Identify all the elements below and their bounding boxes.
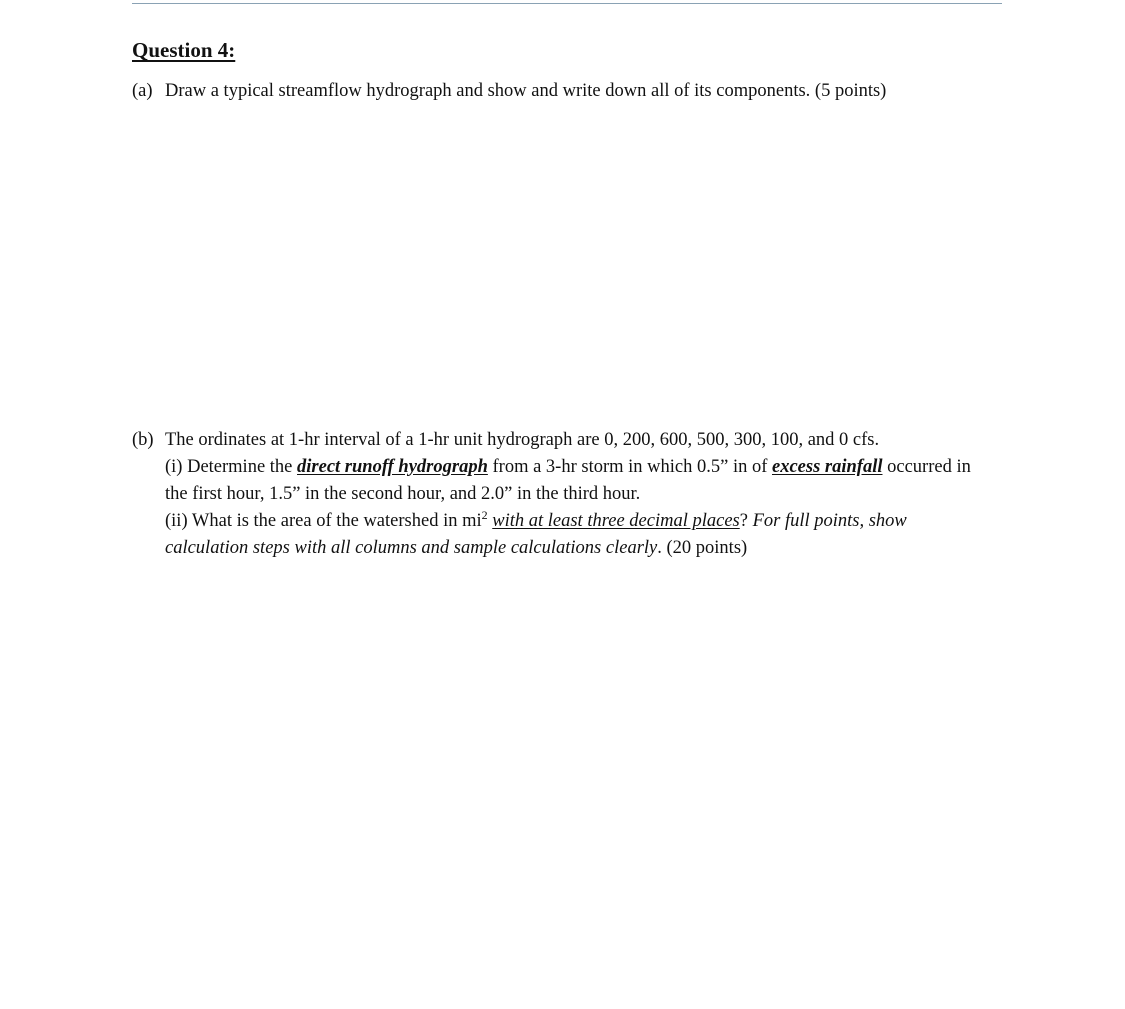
part-b-intro-text: The ordinates at 1-hr interval of a 1-hr unit hydrograph are 0, 200, 600, 500, 300, 100, and 0 cfs. — [165, 430, 880, 450]
part-b-intro — [132, 427, 879, 454]
part-b-ii-line2 — [165, 535, 747, 562]
part-b-label: (b) — [132, 430, 154, 450]
top-divider — [132, 3, 1002, 4]
points-label: . (20 points) — [657, 538, 748, 558]
three-decimal-places-emphasis: with at least three decimal places — [492, 511, 740, 531]
part-b-ii-question-mark: ? — [739, 511, 753, 531]
question-title: Question 4: — [132, 38, 236, 62]
part-a — [132, 78, 886, 105]
excess-rainfall-emphasis: excess rainfall — [772, 457, 883, 477]
direct-runoff-hydrograph-emphasis: direct runoff hydrograph — [297, 457, 488, 477]
part-b-i-prefix: (i) Determine the — [165, 457, 298, 477]
part-a-label: (a) — [132, 81, 153, 101]
part-b-i-line2: the first hour, 1.5” in the second hour, and 2.0” in the third hour. — [165, 484, 641, 504]
part-b-ii-prefix: (ii) What is the area of the watershed in mi — [165, 511, 482, 531]
part-b-i-line1 — [165, 454, 971, 481]
part-b-i-suffix: occurred in — [882, 457, 971, 477]
full-points-italic: For full points, show — [752, 511, 907, 531]
calculation-steps-italic: calculation steps with all columns and sample calculations clearly — [165, 538, 658, 558]
part-b-ii-line1 — [165, 508, 907, 535]
part-b-i-mid: from a 3-hr storm in which 0.5” in of — [487, 457, 772, 477]
superscript-two: 2 — [481, 507, 488, 522]
part-a-text: Draw a typical streamflow hydrograph and show and write down all of its components. (5 points) — [165, 81, 887, 101]
